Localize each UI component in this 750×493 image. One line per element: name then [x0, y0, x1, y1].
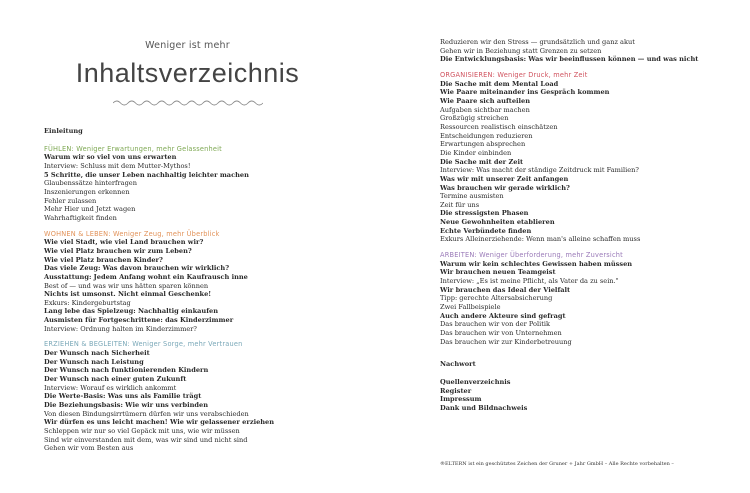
section-title: Weniger Sorge, mehr Vertrauen — [132, 340, 243, 349]
toc-entry: Wie viel Platz brauchen wir zum Leben? — [44, 246, 192, 255]
toc-entry: Der Wunsch nach funktionierenden Kindern — [44, 366, 209, 375]
toc-entry: Entscheidungen reduzieren — [440, 131, 533, 140]
page-title: Inhaltsverzeichnis — [75, 58, 300, 88]
toc-entry: Nichts ist umsonst. Nicht einmal Geschenke! — [44, 290, 212, 299]
section-key: ORGANISIEREN: — [440, 70, 496, 79]
toc-entry: Ressourcen realistisch einschätzen — [440, 122, 558, 131]
toc-entry: Interview: Ordnung halten im Kinderzimmer? — [44, 324, 197, 333]
toc-entry: Großzügig streichen — [440, 114, 509, 123]
section-key: ARBEITEN: — [440, 251, 477, 260]
section-key: FÜHLEN: — [44, 144, 74, 153]
toc-entry: Sind wir einverstanden mit dem, was wir sind und nicht sind — [44, 435, 248, 444]
toc-entry: Was wir mit unserer Zeit anfangen — [440, 174, 569, 183]
toc-entry: Wie viel Stadt, wie viel Land brauchen wir? — [44, 238, 204, 247]
toc-entry: Die stressigsten Phasen — [440, 209, 529, 218]
toc-entry: Von diesen Bindungsirrtümern dürfen wir uns verabschieden — [44, 409, 249, 418]
toc-entry: Die Beziehungsbasis: Wie wir uns verbinden — [44, 401, 209, 410]
toc-entry: Wir dürfen es uns leicht machen! Wie wir gelassener erziehen — [44, 418, 275, 427]
section-heading — [44, 145, 344, 154]
toc-entry: Exkurs: Kindergeburtstag — [44, 298, 131, 307]
toc-entry: Was brauchen wir gerade wirklich? — [440, 183, 570, 192]
toc-nachwort: Nachwort — [440, 360, 476, 369]
wave-divider — [113, 99, 263, 107]
toc-entry: Die Kinder einbinden — [440, 148, 512, 157]
toc-entry: Zeit für uns — [440, 200, 480, 209]
toc-entry: Reduzieren wir den Stress — grundsätzlich und ganz akut — [440, 38, 635, 46]
toc-entry: Das brauchen wir von der Politik — [440, 320, 550, 329]
toc-entry: Mehr Hier und Jetzt wagen — [44, 205, 136, 214]
toc-entry: Der Wunsch nach Sicherheit — [44, 349, 150, 358]
toc-entry: Inszenierungen erkennen — [44, 187, 130, 196]
toc-entry: Interview: „Es ist meine Pflicht, als Vater da zu sein." — [440, 277, 619, 286]
toc-intro: Einleitung — [44, 127, 83, 135]
toc-entry: Best of — und was wir uns hätten sparen können — [44, 281, 209, 290]
toc-entry: Zwei Fallbeispiele — [440, 303, 501, 312]
toc-entry: Das brauchen wir von Unternehmen — [440, 329, 562, 337]
toc-entry: Wie viel Platz brauchen Kinder? — [44, 255, 163, 264]
toc-entry: Ausmisten für Fortgeschrittene: das Kinderzimmer — [44, 316, 234, 325]
toc-entry: Wie Paare miteinander ins Gespräch kommen — [440, 88, 610, 97]
toc-entry: Der Wunsch nach Leistung — [44, 357, 144, 366]
toc-entry: Das viele Zeug: Was davon brauchen wir wirklich? — [44, 264, 230, 273]
toc-entry: Schleppen wir nur so viel Gepäck mit uns, wie wir müssen — [44, 427, 240, 435]
toc-right-column — [440, 38, 740, 413]
section-title: Weniger Überforderung, mehr Zuversicht — [479, 251, 623, 260]
toc-entry: Wahrhaftigkeit finden — [44, 213, 117, 222]
toc-entry: Warum wir so viel von uns erwarten — [44, 153, 177, 162]
toc-appendix-entry: Dank und Bildnachweis — [440, 403, 528, 412]
toc-entry: Erwartungen absprechen — [440, 140, 526, 149]
toc-entry: Die Sache mit der Zeit — [440, 157, 524, 166]
toc-appendix-entry: Impressum — [440, 395, 482, 404]
toc-entry: Das brauchen wir zur Kinderbetreuung — [440, 337, 572, 346]
toc-entry: 5 Schritte, die unser Leben nachhaltig leichter machen — [44, 170, 249, 179]
section-title: Weniger Erwartungen, mehr Gelassenheit — [76, 144, 222, 153]
toc-entry: Lang lebe das Spielzeug: Nachhaltig einkaufen — [44, 307, 219, 316]
toc-appendix-entry: Register — [440, 386, 472, 395]
toc-entry: Warum wir kein schlechtes Gewissen haben müssen — [440, 259, 633, 268]
toc-entry: Exkurs Alleinerziehende: Wenn man's alleine schaffen muss — [440, 235, 641, 244]
toc-entry: Glaubenssätze hinterfragen — [44, 179, 137, 188]
toc-appendix-entry: Quellenverzeichnis — [440, 377, 511, 386]
toc-left-column — [44, 127, 344, 453]
toc-entry: Die Sache mit dem Mental Load — [440, 79, 559, 88]
toc-entry: Die Entwicklungsbasis: Was wir beeinflussen können — und was nicht — [440, 55, 699, 64]
section-heading — [44, 340, 344, 349]
toc-entry: Auch andere Akteure sind gefragt — [440, 311, 566, 320]
toc-entry: Gehen wir in Beziehung statt Grenzen zu setzen — [440, 46, 602, 55]
toc-entry: Aufgaben sichtbar machen — [440, 105, 530, 114]
toc-entry: Termine ausmisten — [440, 192, 504, 201]
section-key: WOHNEN & LEBEN: — [44, 229, 111, 238]
copyright-footer: ®ELTERN ist ein geschütztes Zeichen der Gruner + Jahr GmbH – Alle Rechte vorbehalten – — [440, 461, 674, 467]
toc-entry: Wir brauchen neuen Teamgeist — [440, 268, 556, 277]
toc-entry: Fehler zulassen — [44, 196, 97, 205]
section-heading — [44, 230, 344, 239]
toc-entry: Ausstattung: Jedem Anfang wohnt ein Kaufrausch inne — [44, 272, 248, 281]
section-key: ERZIEHEN & BEGLEITEN: — [44, 340, 130, 349]
section-heading — [440, 71, 740, 80]
toc-entry: Gehen wir vom Besten aus — [44, 444, 134, 453]
book-subtitle: Weniger ist mehr — [145, 40, 230, 51]
section-title: Weniger Zeug, mehr Überblick — [113, 229, 220, 238]
toc-entry: Tipp: gerechte Altersabsicherung — [440, 294, 553, 303]
toc-entry: Die Werte-Basis: Was uns als Familie trägt — [44, 392, 202, 401]
toc-entry: Wie Paare sich aufteilen — [440, 96, 531, 105]
toc-entry: Neue Gewohnheiten etablieren — [440, 218, 555, 227]
toc-entry: Interview: Worauf es wirklich ankommt — [44, 383, 177, 392]
toc-entry: Der Wunsch nach einer guten Zukunft — [44, 375, 187, 384]
toc-entry: Echte Verbündete finden — [440, 226, 532, 235]
section-heading — [440, 251, 740, 260]
toc-entry: Interview: Schluss mit dem Mutter-Mythos! — [44, 161, 191, 170]
toc-entry: Interview: Was macht der ständige Zeitdruck mit Familien? — [440, 166, 639, 175]
section-title: Weniger Druck, mehr Zeit — [497, 70, 588, 79]
toc-entry: Wir brauchen das Ideal der Vielfalt — [440, 285, 571, 294]
right-page — [375, 0, 750, 493]
